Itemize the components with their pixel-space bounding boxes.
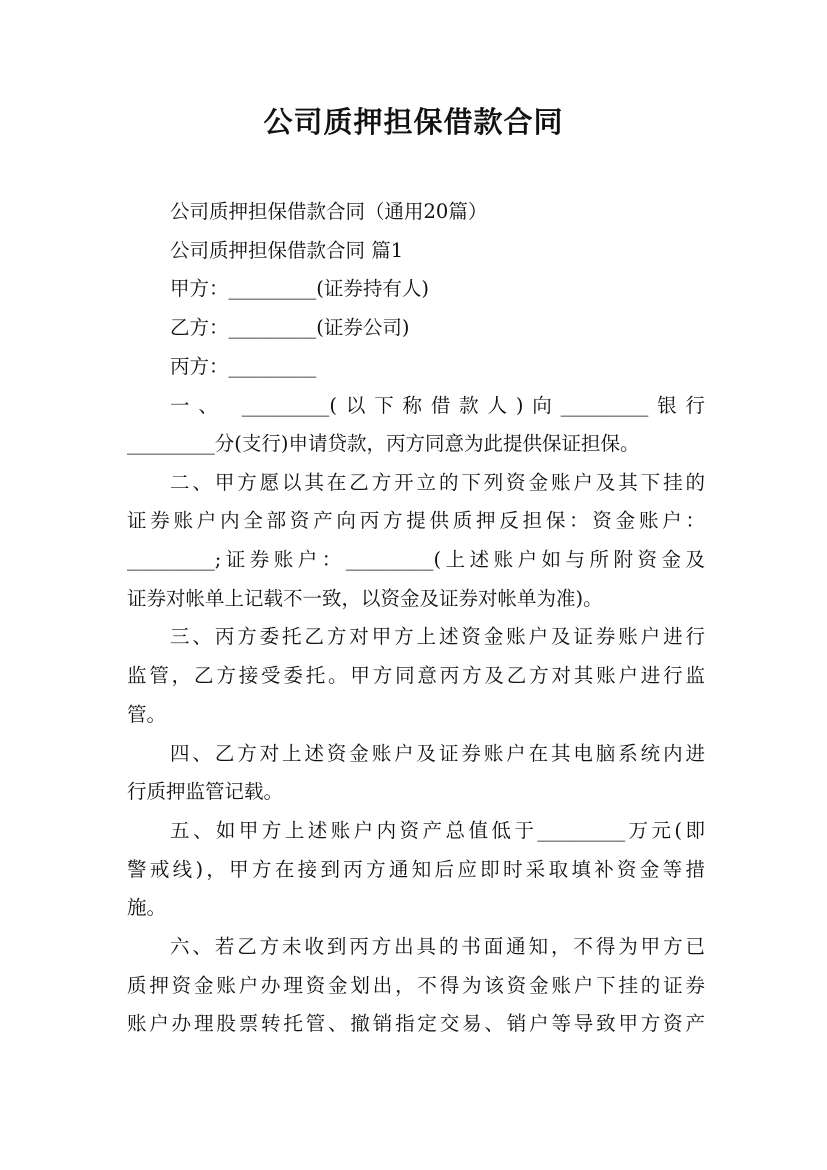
clause-5-line-1: 五、如甲方上述账户内资产总值低于_________万元(即: [170, 819, 705, 842]
clause-4-line-2: 行质押监管记载。: [127, 780, 284, 803]
clause-5-line-2: 警戒线)，甲方在接到丙方通知后应即时采取填补资金等措: [127, 858, 705, 881]
clause-4-line-1: 四、乙方对上述资金账户及证券账户在其电脑系统内进: [170, 742, 705, 765]
party-a-line: 甲方：_________(证券持有人): [170, 277, 429, 300]
clause-3-line-3: 管。: [127, 703, 167, 726]
party-c-line: 丙方：_________: [170, 355, 317, 378]
section-heading: 公司质押担保借款合同 篇1: [170, 239, 404, 262]
clause-1-line-2: _________分(支行)申请贷款，丙方同意为此提供保证担保。: [127, 432, 640, 455]
clause-2-line-1: 二、甲方愿以其在乙方开立的下列资金账户及其下挂的: [170, 471, 705, 494]
clause-3-line-2: 监管，乙方接受委托。甲方同意丙方及乙方对其账户进行监: [127, 664, 705, 687]
clause-5-line-3: 施。: [127, 896, 167, 919]
clause-2-line-3: _________;证券账户：_________(上述账户如与所附资金及: [127, 548, 705, 571]
clause-2-line-2: 证券账户内全部资产向丙方提供质押反担保：资金账户：: [127, 509, 705, 532]
clause-2-line-4: 证券对帐单上记载不一致，以资金及证券对帐单为准)。: [127, 587, 603, 610]
subtitle-line: 公司质押担保借款合同（通用20篇）: [170, 200, 488, 223]
clause-3-line-1: 三、丙方委托乙方对甲方上述资金账户及证券账户进行: [170, 625, 705, 648]
clause-1-line-1: 一、 _________(以下称借款人)向_________银行: [170, 394, 705, 417]
clause-6-line-1: 六、若乙方未收到丙方出具的书面通知，不得为甲方已: [170, 935, 705, 958]
party-b-line: 乙方：_________(证券公司): [170, 316, 410, 339]
clause-6-line-3: 账户办理股票转托管、撤销指定交易、销户等导致甲方资产: [127, 1012, 705, 1035]
clause-6-line-2: 质押资金账户办理资金划出，不得为该资金账户下挂的证券: [127, 974, 705, 997]
document-title: 公司质押担保借款合同: [263, 105, 564, 139]
